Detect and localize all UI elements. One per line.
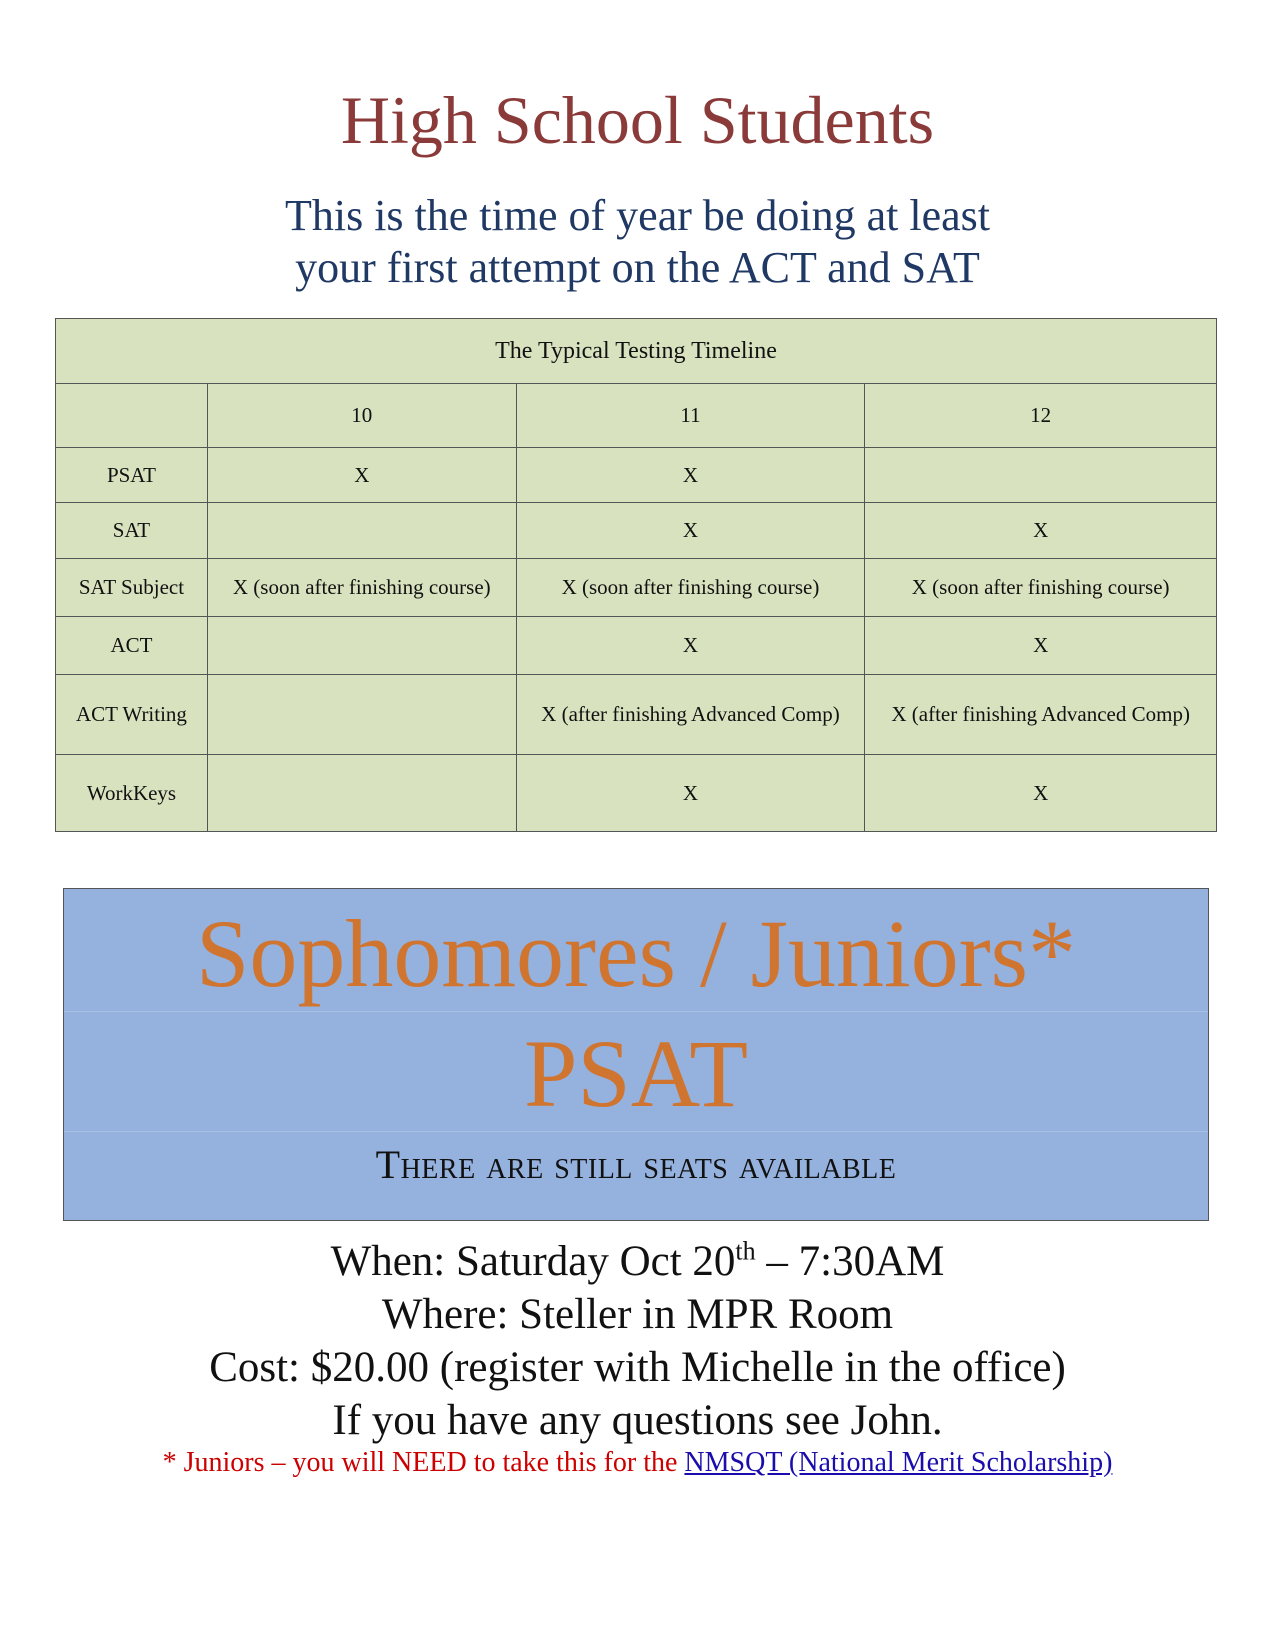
grade-header: 11 <box>516 384 865 448</box>
grade-cell: X <box>516 448 865 503</box>
grade-cell <box>207 617 516 675</box>
grade-cell: X <box>516 503 865 559</box>
grade-cell <box>207 503 516 559</box>
grade-cell: X <box>865 503 1217 559</box>
grade-cell: X (soon after finishing course) <box>516 559 865 617</box>
banner-headline: Sophomores / Juniors* <box>195 900 1077 1007</box>
table-row <box>56 448 1217 503</box>
table-caption: The Typical Testing Timeline <box>56 319 1217 384</box>
grade-cell <box>865 448 1217 503</box>
grade-cell <box>207 675 516 755</box>
table-row <box>56 559 1217 617</box>
banner-subheadline: PSAT <box>523 1020 749 1127</box>
grade-cell: X <box>516 755 865 832</box>
grade-cell: X (soon after finishing course) <box>865 559 1217 617</box>
grade-cell: X (soon after finishing course) <box>207 559 516 617</box>
nmsqt-link[interactable]: NMSQT (National Merit Scholarship) <box>684 1447 1113 1478</box>
juniors-note <box>0 1446 1275 1480</box>
table-row <box>56 617 1217 675</box>
table-header-row <box>56 384 1217 448</box>
grade-cell: X (after finishing Advanced Comp) <box>516 675 865 755</box>
event-cost: Cost: $20.00 (register with Michelle in the office) <box>209 1344 1066 1391</box>
grade-cell: X <box>207 448 516 503</box>
event-details <box>0 1235 1275 1447</box>
grade-header: 12 <box>865 384 1217 448</box>
grade-cell: X <box>865 617 1217 675</box>
seats-available-text: There are still seats available <box>375 1142 897 1187</box>
header-empty-cell <box>56 384 208 448</box>
note-text: * Juniors – you will NEED to take this for the <box>162 1447 685 1478</box>
page-title: High School Students <box>340 82 935 158</box>
when-text: When: Saturday Oct 20 <box>330 1238 736 1285</box>
date-ordinal: th <box>735 1236 756 1266</box>
test-name-cell: ACT <box>56 617 208 675</box>
test-name-cell: WorkKeys <box>56 755 208 832</box>
banner-divider <box>64 1131 1208 1132</box>
table-row <box>56 503 1217 559</box>
event-when <box>0 1235 1275 1288</box>
test-name-cell: ACT Writing <box>56 675 208 755</box>
when-time: – 7:30AM <box>755 1238 945 1285</box>
subtitle-line-2: your first attempt on the ACT and SAT <box>295 243 980 292</box>
table-row <box>56 675 1217 755</box>
grade-cell: X <box>865 755 1217 832</box>
grade-header: 10 <box>207 384 516 448</box>
grade-cell: X <box>516 617 865 675</box>
table-row <box>56 755 1217 832</box>
psat-banner <box>63 888 1209 1221</box>
test-name-cell: SAT <box>56 503 208 559</box>
test-name-cell: PSAT <box>56 448 208 503</box>
banner-divider <box>64 1011 1208 1012</box>
subtitle-line-1: This is the time of year be doing at least <box>284 191 991 240</box>
grade-cell <box>207 755 516 832</box>
subtitle <box>0 190 1275 294</box>
testing-timeline-table <box>55 318 1217 832</box>
event-questions: If you have any questions see John. <box>332 1397 943 1444</box>
test-name-cell: SAT Subject <box>56 559 208 617</box>
grade-cell: X (after finishing Advanced Comp) <box>865 675 1217 755</box>
event-where: Where: Steller in MPR Room <box>381 1291 894 1338</box>
